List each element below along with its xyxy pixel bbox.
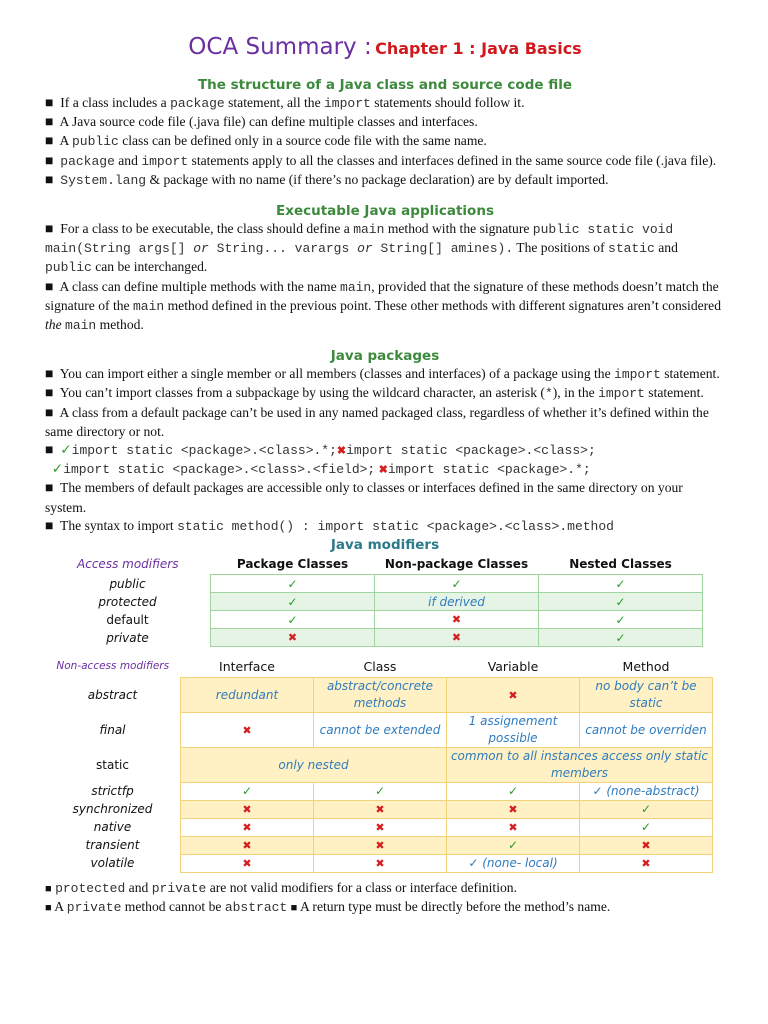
document-page — [45, 34, 725, 917]
bullet-item: ■ A class can define multiple methods with the name main, provided that the signature of these methods doesn’t match the signature of the main method defined in the previous point. These other methods with different signatures aren’t considered the main method. — [45, 278, 722, 334]
bullet-item: ■ If a class includes a package statement, all the import statements should follow it. — [45, 95, 525, 111]
table-row: native ✖ ✖ ✖ ✓ — [45, 819, 713, 837]
table-row: protected ✓ if derived ✓ — [45, 593, 703, 611]
table-row: private ✖ ✖ ✓ — [45, 629, 703, 647]
column-header: Variable — [487, 658, 539, 674]
table-row: public ✓ ✓ ✓ — [45, 575, 703, 593]
section-heading-packages: Java packages — [330, 348, 440, 365]
table-row: strictfp ✓ ✓ ✓ ✓ (none-abstract) — [45, 783, 713, 801]
column-header: Interface — [219, 658, 275, 674]
footer-note: ■ protected and private are not valid modifiers for a class or interface definition. — [45, 880, 517, 897]
column-header: Class — [363, 658, 397, 674]
table-row: final ✖ cannot be extended 1 assignement possible cannot be overriden — [45, 713, 713, 748]
bullet-item: ■ A Java source code file (.java file) can define multiple classes and interfaces. — [45, 114, 478, 131]
cross-icon: ✖ — [378, 464, 388, 477]
non-access-modifiers-label: Non-access modifiers — [56, 660, 170, 673]
column-header: Package Classes — [236, 557, 349, 572]
bullet-item: ■ The members of default packages are accessible only to classes or interfaces defined in the same directory on your system. — [45, 480, 683, 515]
non-access-modifiers-table — [45, 655, 713, 873]
table-row: synchronized ✖ ✖ ✖ ✓ — [45, 801, 713, 819]
bullet-item: ■ A class from a default package can’t be used in any named packaged class, regardless of whether it’s defined within the same directory or not. — [45, 404, 709, 439]
table-row: transient ✖ ✖ ✓ ✖ — [45, 837, 713, 855]
bullet-item: ■ package and import statements apply to all the classes and interfaces defined in the same source code file (.java file). — [45, 152, 717, 169]
table-row: default ✓ ✖ ✓ — [45, 611, 703, 629]
access-modifiers-label: Access modifiers — [77, 557, 179, 572]
section-heading-executable: Executable Java applications — [276, 203, 494, 220]
table-row: abstract redundant abstract/concrete methods ✖ no body can’t be static — [45, 678, 713, 713]
bullet-item: ■ For a class to be executable, the class should define a main method with the signature public static void main(String args[] or String... varargs or String[] amines). The positions of static and public can be interchanged. — [45, 221, 678, 276]
access-modifiers-table — [45, 554, 703, 647]
footer-notes — [45, 879, 725, 917]
column-header: Non-package Classes — [384, 557, 529, 572]
title-main: OCA Summary : — [188, 34, 372, 60]
footer-note: ■ A private method cannot be abstract ■ A return type must be directly before the method’s name. — [45, 899, 611, 916]
column-header: Nested Classes — [569, 557, 672, 572]
cross-icon: ✖ — [336, 445, 347, 458]
bullet-item: ■ You can import either a single member or all members (classes and interfaces) of a package using the import statement. — [45, 366, 720, 383]
column-header: Method — [622, 658, 670, 674]
bullet-item: ■ ✓import static <package>.<class>.*;✖import static <package>.<class>; ✓import static <package>.<class>.<field>; ✖import static <package>.*; — [45, 442, 596, 478]
table-row: volatile ✖ ✖ ✓ (none- local) ✖ — [45, 855, 713, 873]
check-icon: ✓ — [51, 461, 64, 477]
section-heading-modifiers: Java modifiers — [330, 537, 440, 554]
section-heading-structure: The structure of a Java class and source code file — [197, 77, 573, 93]
title-chapter: Chapter 1 : Java Basics — [375, 39, 582, 58]
bullet-item: ■ A public class can be defined only in a source code file with the same name. — [45, 133, 487, 150]
bullet-item: ■ You can’t import classes from a subpackage by using the wildcard character, an asterisk (*), in the import statement. — [45, 385, 704, 402]
bullet-item: ■ System.lang & package with no name (if there’s no package declaration) are by default imported. — [45, 171, 609, 188]
bullet-item: ■ The syntax to import static method() : import static <package>.<class>.method — [45, 517, 614, 534]
table-row: static only nested common to all instances access only static members — [45, 748, 713, 783]
page-title — [45, 34, 725, 68]
check-icon: ✓ — [60, 442, 72, 458]
